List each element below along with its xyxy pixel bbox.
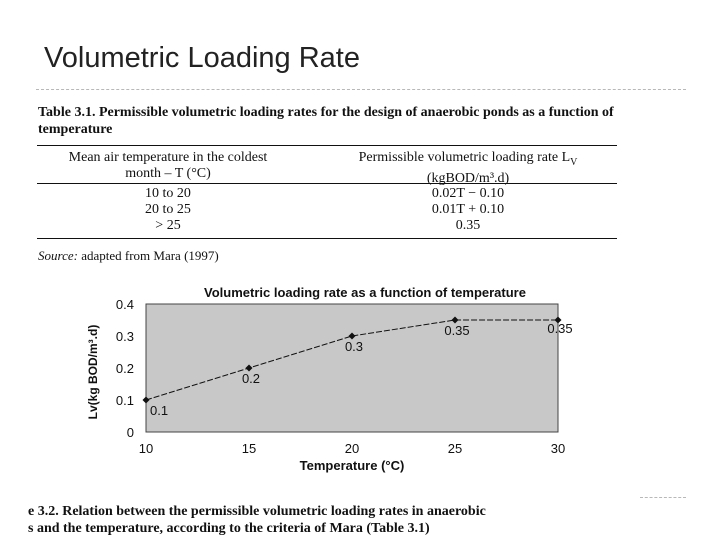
table-source (38, 248, 219, 264)
plot-area (146, 304, 558, 432)
source-label: Source: (38, 248, 78, 263)
table-caption (38, 104, 628, 138)
x-tick-label: 15 (241, 441, 257, 456)
table-top-rule (37, 145, 617, 146)
data-label: 0.2 (241, 371, 261, 386)
table-row-2-rate: 0.35 (455, 218, 481, 233)
y-tick-label: 0.1 (115, 393, 134, 408)
x-axis-label: Temperature (°C) (299, 458, 405, 473)
y-axis-label: Lv(kg BOD/m³.d) (86, 324, 100, 420)
table-row-0-temp: 10 to 20 (145, 186, 191, 201)
y-tick-label: 0.3 (115, 329, 134, 344)
col1-header-line1: Mean air temperature in the coldest (68, 150, 268, 165)
col2-header-sub: V (570, 156, 578, 168)
table-header-loading-rate (318, 150, 618, 187)
x-tick-label: 25 (447, 441, 463, 456)
x-tick-label: 10 (138, 441, 154, 456)
table-caption-text: Permissible volumetric loading rates for the design of anaerobic ponds as a function of temperature (38, 105, 614, 137)
table-header-temperature (38, 150, 298, 182)
x-tick-label: 20 (344, 441, 360, 456)
table-row-1-temp: 20 to 25 (145, 202, 191, 217)
figure-caption (28, 503, 628, 537)
figure-caption-line1: e 3.2. Relation between the permissible volumetric loading rates in anaerobic (28, 504, 486, 519)
table-bottom-rule (37, 238, 617, 239)
col2-header-line1: Permissible volumetric loading rate L (358, 150, 571, 165)
table-row-0-rate: 0.02T − 0.10 (431, 186, 505, 201)
data-label: 0.1 (150, 403, 169, 418)
y-tick-label: 0.2 (115, 361, 134, 376)
loading-rate-chart (80, 280, 620, 480)
chart-title: Volumetric loading rate as a function of temperature (204, 285, 526, 300)
data-label: 0.35 (547, 321, 573, 336)
table-row-1-rate: 0.01T + 0.10 (431, 202, 505, 217)
figure-caption-line2: s and the temperature, according to the criteria of Mara (Table 3.1) (28, 521, 430, 536)
x-tick-label: 30 (550, 441, 566, 456)
table-caption-label: Table 3.1. (38, 105, 96, 120)
table-header-rule (37, 183, 617, 184)
data-label: 0.3 (344, 339, 364, 354)
data-label: 0.35 (444, 323, 470, 338)
y-tick-label: 0.4 (115, 297, 134, 312)
slide-title: Volumetric Loading Rate (44, 42, 360, 74)
col1-header-line2: month – T (°C) (125, 166, 211, 181)
source-text: adapted from Mara (1997) (81, 248, 219, 263)
chart-svg (80, 280, 620, 480)
col2-header-line2: (kgBOD/m³.d) (426, 170, 510, 186)
table-row-2-temp: > 25 (155, 218, 181, 233)
y-tick-label: 0 (126, 425, 134, 440)
